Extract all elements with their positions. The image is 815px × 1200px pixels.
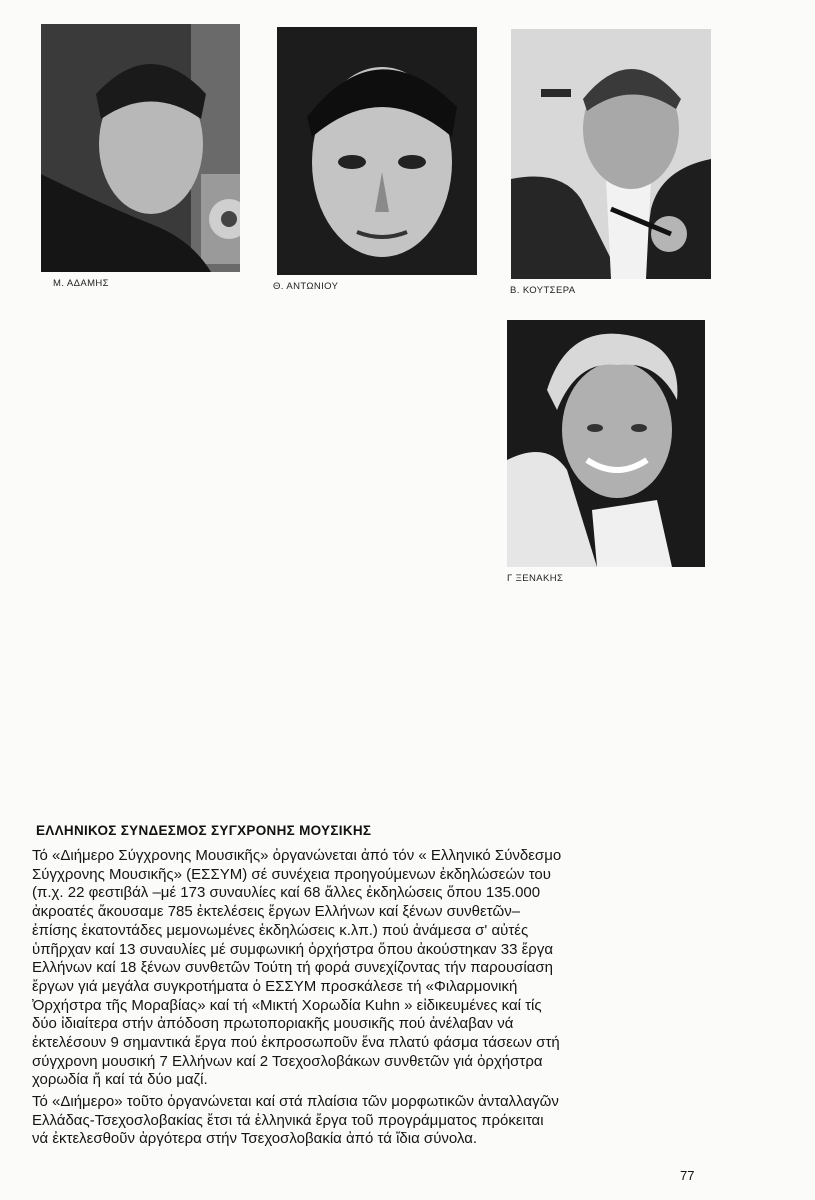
paragraph-line: σύγχρονη μουσική 7 Ελλήνων καί 2 Τσεχοσλοβάκων συνθετῶν γιά ὀρχήστρα xyxy=(32,1052,543,1070)
paragraph-line: Ελλήνων καί 18 ξένων συνθετῶν Τούτη τή φορά συνεχίζοντας τήν παρουσίαση xyxy=(32,959,554,977)
caption-antoniou: Θ. ΑΝΤΩΝΙΟΥ xyxy=(273,281,339,292)
paragraph-line: Ελλάδας-Τσεχοσλοβακίας ἔτσι τά ἑλληνικά ἔργα τοῦ προγράμματος πρόκειται xyxy=(32,1111,544,1129)
paragraph-line: Ὀρχήστρα τῆς Μοραβίας» καί τή «Μικτή Χορωδία Kuhn » εἰδικευμένες καί τίς xyxy=(32,996,542,1014)
paragraph-line: νά ἐκτελεσθοῦν ἀργότερα στήν Τσεχοσλοβακία ἀπό τά ἴδια σύνολα. xyxy=(32,1130,478,1148)
portrait-antoniou-image xyxy=(277,27,477,275)
paragraph-line: Σύγχρονης Μουσικῆς» (ΕΣΣΥΜ) σέ συνέχεια προηγούμενων ἐκδηλώσεών του xyxy=(32,865,551,883)
paragraph-line: δύο ἰδιαίτερα στήν ἀπόδοση πρωτοποριακῆς μουσικῆς πού ἀνέλαβαν νά xyxy=(32,1015,514,1033)
paragraph-line: Τό «Διήμερο» τοῦτο ὀργανώνεται καί στά πλαίσια τῶν μορφωτικῶν ἀνταλλαγῶν xyxy=(32,1093,559,1110)
portrait-koutsera-image xyxy=(511,29,711,279)
caption-adamis: Μ. ΑΔΑΜΗΣ xyxy=(53,278,109,289)
portrait-xenakis-image xyxy=(507,320,705,567)
article-paragraph-1 xyxy=(32,847,722,1090)
article-paragraph-2 xyxy=(32,1093,722,1149)
paragraph-line: ἐπίσης ἑκατοντάδες μεμονωμένες ἐκδηλώσεις κ.λπ.) πού ἀνάμεσα σ' αὐτές xyxy=(32,921,529,939)
paragraph-line: (π.χ. 22 φεστιβάλ –μέ 173 συναυλίες καί 68 ἄλλες ἐκδηλώσεις ὅπου 135.000 xyxy=(32,884,541,902)
caption-koutsera: Β. ΚΟΥΤΣΕΡΑ xyxy=(510,285,576,296)
paragraph-line: ἔργων γιά μεγάλα συγκροτήματα ὁ ΕΣΣΥΜ προσκάλεσε τή «Φιλαρμονική xyxy=(32,977,518,995)
paragraph-line: χορωδία ἤ καί τά δύο μαζί. xyxy=(32,1071,208,1089)
caption-xenakis: Γ ΞΕΝΑΚΗΣ xyxy=(507,573,564,584)
portrait-adamis-image xyxy=(41,24,240,272)
photo-antoniou xyxy=(277,27,477,275)
paragraph-line: ἐκτελέσουν 9 σημαντικά ἔργα πού ἐκπροσωποῦν ἕνα πλατύ φάσμα τάσεων στή xyxy=(32,1034,560,1052)
paragraph-line: ἀκροατές ἄκουσαμε 785 ἐκτελέσεις ἔργων Ελλήνων καί ξένων συνθετῶν– xyxy=(32,903,521,921)
photo-koutsera xyxy=(511,29,711,279)
photo-adamis xyxy=(41,24,240,272)
paragraph-line: Τό «Διήμερο Σύγχρονης Μουσικῆς» ὀργανώνεται ἀπό τόν « Ελληνικό Σύνδεσμο xyxy=(32,847,562,864)
photo-xenakis xyxy=(507,320,705,567)
paragraph-line: ὑπῆρχαν καί 13 συναυλίες μέ συμφωνική ὀρχήστρα ὅπου ἀκούστηκαν 33 ἔργα xyxy=(32,940,554,958)
article-heading: ΕΛΛΗΝΙΚΟΣ ΣΥΝΔΕΣΜΟΣ ΣΥΓΧΡΟΝΗΣ ΜΟΥΣΙΚΗΣ xyxy=(36,823,372,838)
page-number: 77 xyxy=(680,1168,695,1183)
